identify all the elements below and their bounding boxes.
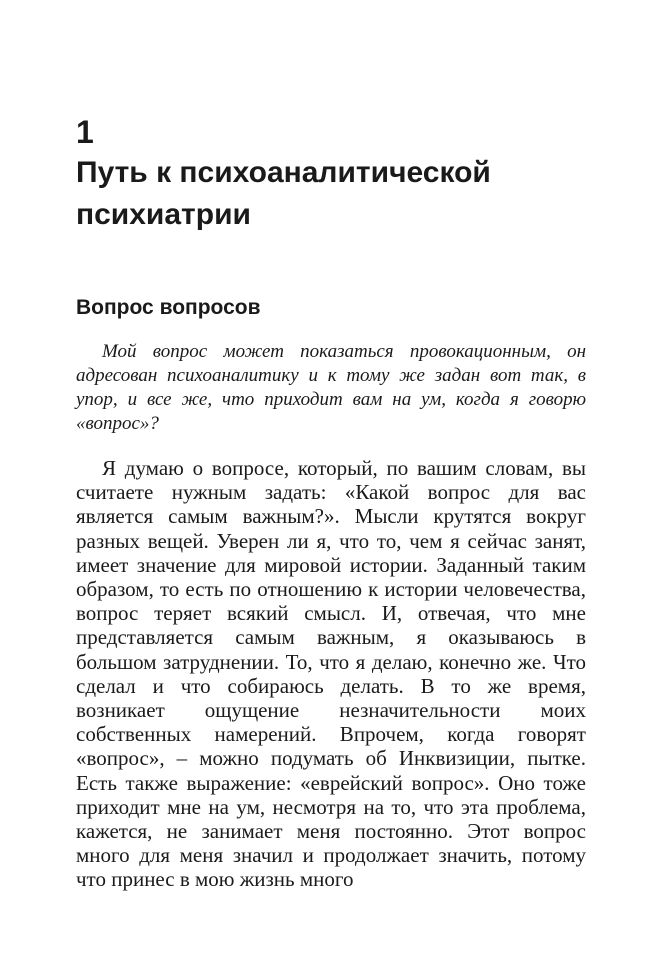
chapter-title: Путь к психоаналитической психиатрии	[76, 156, 491, 231]
interview-question: Мой вопрос может показаться провокационным, он адресован психоаналитику и к тому же задан вот так, в упор, и все же, что приходит вам на ум, когда я говорю «вопрос»?	[76, 341, 586, 434]
section-heading: Вопрос вопросов	[76, 296, 261, 319]
interview-answer: Я думаю о вопросе, который, по вашим словам, вы считаете нужным задать: «Какой вопрос для вас является самым важным?». Мысли крутятся вокруг разных вещей. Уверен ли я, что то, чем я сейчас занят, имеет значение для мировой истории. Заданный таким образом, то есть по отношению к истории человечества, вопрос теряет всякий смысл. И, отвечая, что мне представляется самым важным, я оказываюсь в большом затруднении. То, что я делаю, конечно же. Что сделал и что собираюсь делать. В то же время, возникает ощущение незначительности моих собственных намерений. Впрочем, когда говорят «вопрос», – можно подумать об Инквизиции, пытке. Есть также выражение: «еврейский вопрос». Оно тоже приходит мне на ум, несмотря на то, что эта проблема, кажется, не занимает меня постоянно. Этот вопрос много для меня значил и продолжает значить, потому что принес в мою жизнь много	[76, 456, 586, 892]
chapter-number: 1	[76, 114, 94, 150]
